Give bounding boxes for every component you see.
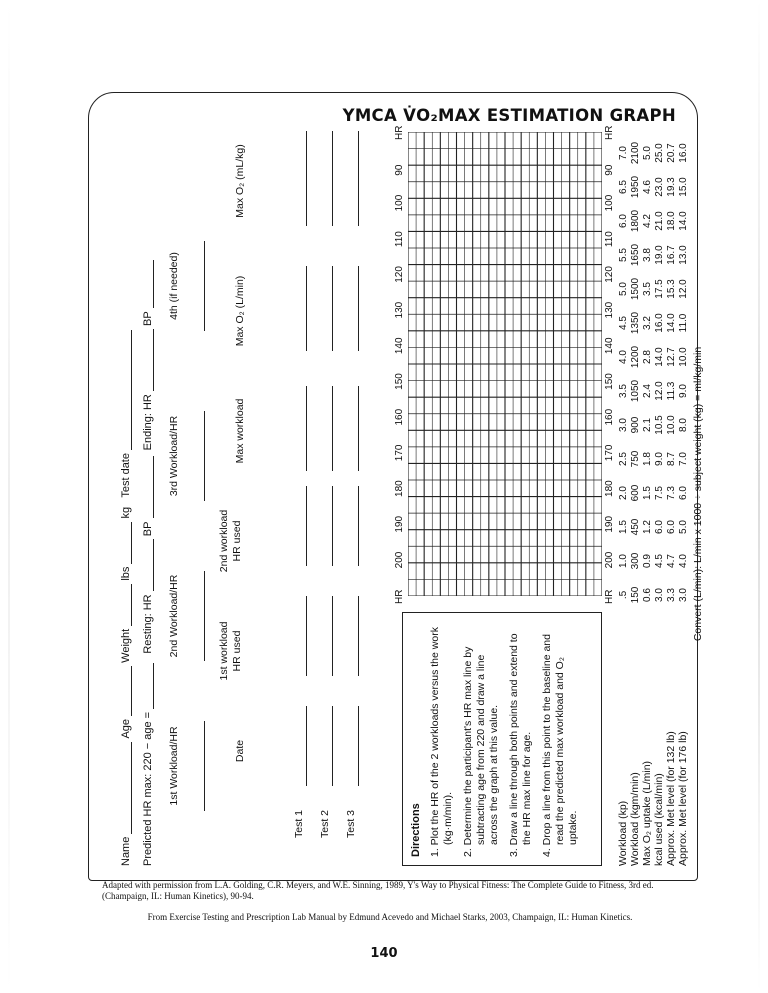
hr-tick-top-1: 200 <box>394 551 405 569</box>
table-row-label-0: Workload (kp) <box>617 800 629 866</box>
table-cell-4-11: 18.0 <box>666 211 677 231</box>
ending-hr-field[interactable] <box>142 329 154 391</box>
weight-kg-field[interactable] <box>120 522 132 564</box>
table-cell-3-11: 21.0 <box>654 211 665 231</box>
table-row-label-5: Approx. Met level (for 176 lb) <box>677 731 689 866</box>
workload-2-line <box>204 571 205 661</box>
test-2-field-4[interactable] <box>332 386 333 471</box>
age-field[interactable] <box>120 666 132 716</box>
table-cell-5-11: 14.0 <box>678 211 689 231</box>
table-cell-2-13: 5.0 <box>642 146 653 160</box>
table-cell-4-12: 19.3 <box>666 177 677 197</box>
page-number: 140 <box>370 946 398 961</box>
table-cell-2-7: 2.8 <box>642 350 653 364</box>
table-cell-1-1: 300 <box>630 552 641 570</box>
table-cell-4-2: 6.0 <box>666 520 677 534</box>
direction-step-1: 1. Plot the HR of the 2 workloads versus the work (kg·m/min). <box>429 627 454 857</box>
table-cell-5-3: 6.0 <box>678 486 689 500</box>
table-cell-4-10: 16.7 <box>666 245 677 265</box>
hr-tick-bottom-6: 150 <box>604 373 615 390</box>
hr-tick-bottom-9: 120 <box>604 266 615 283</box>
hr-tick-top-7: 140 <box>394 337 405 355</box>
hr-tick-top-5: 160 <box>394 408 405 426</box>
direction-step-2: 2. Determine the participant's HR max line by subtracting age from 220 and draw a line across the graph at this value. <box>462 646 500 857</box>
hr-tick-top-3: 180 <box>394 480 405 497</box>
hr-tick-bottom-11: 100 <box>604 194 615 212</box>
table-cell-2-12: 4.6 <box>642 180 653 194</box>
table-cell-0-8: 4.5 <box>618 316 629 330</box>
table-cell-5-2: 5.0 <box>678 520 689 534</box>
table-cell-2-3: 1.5 <box>642 486 653 500</box>
hr-tick-bottom-2: 190 <box>604 515 615 533</box>
test-2-label: Test 2 <box>319 809 331 838</box>
table-cell-0-13: 7.0 <box>618 146 629 160</box>
resting-hr-field[interactable] <box>142 539 154 591</box>
test-2-field-3[interactable] <box>332 486 333 566</box>
table-cell-5-10: 13.0 <box>678 245 689 265</box>
table-cell-4-5: 10.0 <box>666 415 677 435</box>
ending-bp-field[interactable] <box>142 260 154 308</box>
ending-bp-label: BP <box>142 311 154 326</box>
hr-tick-bottom-3: 180 <box>604 480 615 497</box>
table-cell-3-7: 14.0 <box>654 347 665 367</box>
table-cell-2-4: 1.8 <box>642 452 653 466</box>
max-workload-header: Max workload <box>234 398 246 464</box>
table-cell-4-0: 3.3 <box>666 588 677 602</box>
test-3-field-3[interactable] <box>358 486 359 566</box>
table-cell-2-10: 3.8 <box>642 248 653 262</box>
test-1-field-2[interactable] <box>306 596 307 676</box>
test-1-field-5[interactable] <box>306 266 307 351</box>
estimation-graph-grid[interactable] <box>408 132 602 596</box>
hr1-header: 1st workload HR used <box>218 621 243 681</box>
table-cell-0-12: 6.5 <box>618 180 629 194</box>
table-cell-1-13: 2100 <box>630 141 641 165</box>
table-cell-1-12: 1950 <box>630 175 641 199</box>
test-1-field-1[interactable] <box>306 706 307 786</box>
test-date-label: Test date <box>120 453 132 498</box>
adapted-credit: Adapted with permission from L.A. Golding, C.R. Meyers, and W.E. Sinning, 1989, Y's Way to Physical Fitness: The Complete Guide to Fitness, 3rd ed. (Champaign, IL: Human Kinetics), 90-94. <box>102 880 654 901</box>
table-cell-2-0: 0.6 <box>642 588 653 602</box>
table-cell-1-9: 1500 <box>630 277 641 301</box>
lbs-label: lbs <box>120 566 132 581</box>
table-cell-5-13: 16.0 <box>678 143 689 163</box>
ending-hr-label: Ending: HR <box>142 394 154 451</box>
table-cell-3-12: 23.0 <box>654 177 665 197</box>
max-o2-mlkg-header: Max O₂ (mL/kg) <box>234 144 246 218</box>
hr-tick-bottom-12: 90 <box>604 164 615 176</box>
hr-tick-top-6: 150 <box>394 373 405 390</box>
table-cell-2-6: 2.4 <box>642 384 653 398</box>
resting-bp-field[interactable] <box>142 457 154 519</box>
table-cell-2-11: 4.2 <box>642 214 653 228</box>
table-cell-4-1: 4.7 <box>666 554 677 568</box>
test-3-label: Test 3 <box>345 809 357 838</box>
table-cell-5-0: 3.0 <box>678 588 689 602</box>
table-cell-3-6: 12.0 <box>654 381 665 401</box>
table-cell-4-3: 7.3 <box>666 486 677 500</box>
table-cell-3-3: 7.5 <box>654 486 665 500</box>
top-field-row <box>120 330 132 866</box>
directions-list <box>429 621 580 857</box>
source-credit: From Exercise Testing and Prescription Lab Manual by Edmund Acevedo and Michael Starks, 2003, Champaign, IL: Human Kinetics. <box>147 912 633 922</box>
test-1-field-4[interactable] <box>306 386 307 471</box>
hr-field-row <box>142 260 154 866</box>
table-cell-1-10: 1650 <box>630 243 641 267</box>
hr-tick-bottom-8: 130 <box>604 301 615 319</box>
table-cell-3-9: 17.5 <box>654 279 665 299</box>
hr-tick-top-2: 190 <box>394 515 405 533</box>
table-cell-3-2: 6.0 <box>654 520 665 534</box>
table-cell-5-6: 9.0 <box>678 384 689 398</box>
workload-1-line <box>204 721 205 811</box>
table-cell-3-10: 19.0 <box>654 245 665 265</box>
table-row-label-1: Workload (kgm/min) <box>629 772 641 866</box>
test-1-field-3[interactable] <box>306 486 307 566</box>
hr-tick-top-8: 130 <box>394 301 405 319</box>
form-title: YMCA V̇O₂MAX ESTIMATION GRAPH <box>342 106 676 125</box>
test-3-field-5[interactable] <box>358 266 359 351</box>
table-cell-4-7: 12.7 <box>666 347 677 367</box>
weight-label: Weight <box>120 628 132 663</box>
hr-tick-top-13: HR <box>394 125 405 140</box>
table-cell-4-8: 14.0 <box>666 313 677 333</box>
weight-lbs-field[interactable] <box>120 584 132 626</box>
test-3-field-1[interactable] <box>358 706 359 786</box>
predicted-hr-label: Predicted HR max: 220 − age = <box>142 711 154 866</box>
workload-header-4: 4th (if needed) <box>168 252 180 320</box>
hr-tick-top-10: 110 <box>394 231 405 248</box>
direction-step-3: 3. Draw a line through both points and extend to the HR max line for age. <box>508 633 533 857</box>
test-2-field-6[interactable] <box>332 131 333 226</box>
table-cell-0-5: 3.0 <box>618 418 629 432</box>
workload-header-2: 2nd Workload/HR <box>168 574 180 658</box>
directions-heading: Directions <box>410 803 422 857</box>
table-cell-3-1: 4.5 <box>654 554 665 568</box>
table-cell-0-4: 2.5 <box>618 452 629 466</box>
table-cell-1-11: 1800 <box>630 209 641 233</box>
table-cell-4-6: 11.3 <box>666 381 677 401</box>
test-2-field-5[interactable] <box>332 266 333 351</box>
table-cell-3-5: 10.5 <box>654 415 665 435</box>
hr-tick-bottom-1: 200 <box>604 551 615 569</box>
table-cell-0-0: .5 <box>618 590 629 600</box>
table-cell-5-7: 10.0 <box>678 347 689 367</box>
table-cell-0-9: 5.0 <box>618 282 629 296</box>
table-cell-3-0: 3.0 <box>654 588 665 602</box>
table-row-label-4: Approx. Met level (for 132 lb) <box>665 731 677 866</box>
hr-tick-top-11: 100 <box>394 194 405 212</box>
table-cell-0-1: 1.0 <box>618 554 629 568</box>
hr-tick-bottom-5: 160 <box>604 408 615 426</box>
table-cell-1-6: 1050 <box>630 379 641 403</box>
hr2-header: 2nd workload HR used <box>218 509 243 573</box>
test-date-field[interactable] <box>120 330 132 450</box>
hr-tick-bottom-10: 110 <box>604 231 615 248</box>
table-row-label-3: kcal used (kcal/min) <box>653 773 665 866</box>
hr-tick-bottom-7: 140 <box>604 337 615 355</box>
test-3-field-6[interactable] <box>358 131 359 226</box>
table-cell-0-7: 4.0 <box>618 350 629 364</box>
hr-tick-top-9: 120 <box>394 266 405 283</box>
table-cell-1-0: 150 <box>630 586 641 604</box>
age-label: Age <box>120 718 132 739</box>
table-cell-1-7: 1200 <box>630 345 641 369</box>
hr-tick-bottom-0: HR <box>604 589 615 604</box>
table-cell-2-2: 1.2 <box>642 520 653 534</box>
test-2-field-2[interactable] <box>332 596 333 676</box>
table-cell-5-9: 12.0 <box>678 279 689 299</box>
table-cell-4-4: 8.7 <box>666 452 677 466</box>
table-cell-5-1: 4.0 <box>678 554 689 568</box>
table-cell-2-1: 0.9 <box>642 554 653 568</box>
table-cell-2-8: 3.2 <box>642 316 653 330</box>
table-cell-0-6: 3.5 <box>618 384 629 398</box>
table-cell-0-2: 1.5 <box>618 520 629 534</box>
hr-tick-bottom-13: HR <box>604 125 615 140</box>
test-2-field-1[interactable] <box>332 706 333 786</box>
workload-4-line <box>204 241 205 331</box>
table-cell-3-4: 9.0 <box>654 452 665 466</box>
name-label: Name <box>120 836 132 866</box>
convert-formula: Convert (L/min): L/min x 1000 ÷ subject weight (kg) = ml/kg/min <box>692 346 704 642</box>
workload-3-line <box>204 411 205 501</box>
table-cell-5-8: 11.0 <box>678 313 689 333</box>
name-field[interactable] <box>120 742 132 834</box>
table-cell-5-4: 7.0 <box>678 452 689 466</box>
table-cell-1-2: 450 <box>630 518 641 536</box>
table-cell-3-13: 25.0 <box>654 143 665 163</box>
form-body <box>118 122 704 866</box>
test-1-label: Test 1 <box>293 809 305 838</box>
directions-box <box>402 612 602 866</box>
table-cell-5-12: 15.0 <box>678 177 689 197</box>
max-o2-lmin-header: Max O₂ (L/min) <box>234 275 246 347</box>
resting-hr-label: Resting: HR <box>142 594 154 654</box>
workload-header-1: 1st Workload/HR <box>168 726 180 806</box>
table-cell-0-10: 5.5 <box>618 248 629 262</box>
table-cell-3-8: 16.0 <box>654 313 665 333</box>
hr-tick-top-12: 90 <box>394 164 405 176</box>
test-3-field-4[interactable] <box>358 386 359 471</box>
table-cell-4-13: 20.7 <box>666 143 677 163</box>
table-cell-1-3: 600 <box>630 484 641 502</box>
resting-bp-label: BP <box>142 521 154 537</box>
table-cell-0-11: 6.0 <box>618 214 629 228</box>
test-1-field-6[interactable] <box>306 131 307 226</box>
hr-tick-top-0: HR <box>394 589 405 604</box>
table-cell-1-5: 900 <box>630 416 641 434</box>
test-3-field-2[interactable] <box>358 596 359 676</box>
table-cell-2-9: 3.5 <box>642 282 653 296</box>
table-cell-5-5: 8.0 <box>678 418 689 432</box>
direction-step-4: 4. Drop a line from this point to the baseline and read the predicted max workload and O₂ uptake. <box>541 634 579 857</box>
table-cell-1-8: 1350 <box>630 311 641 335</box>
table-row-label-2: Max O₂ uptake (L/min) <box>641 760 653 866</box>
table-cell-4-9: 15.3 <box>666 279 677 299</box>
table-cell-1-4: 750 <box>630 450 641 468</box>
kg-label: kg <box>120 506 132 519</box>
hr-tick-bottom-4: 170 <box>604 444 615 462</box>
workload-header-3: 3rd Workload/HR <box>168 415 180 497</box>
date-header: Date <box>234 739 246 763</box>
table-cell-2-5: 2.1 <box>642 418 653 432</box>
hr-tick-top-4: 170 <box>394 444 405 462</box>
predicted-hr-field[interactable] <box>142 663 154 709</box>
table-cell-0-3: 2.0 <box>618 486 629 500</box>
